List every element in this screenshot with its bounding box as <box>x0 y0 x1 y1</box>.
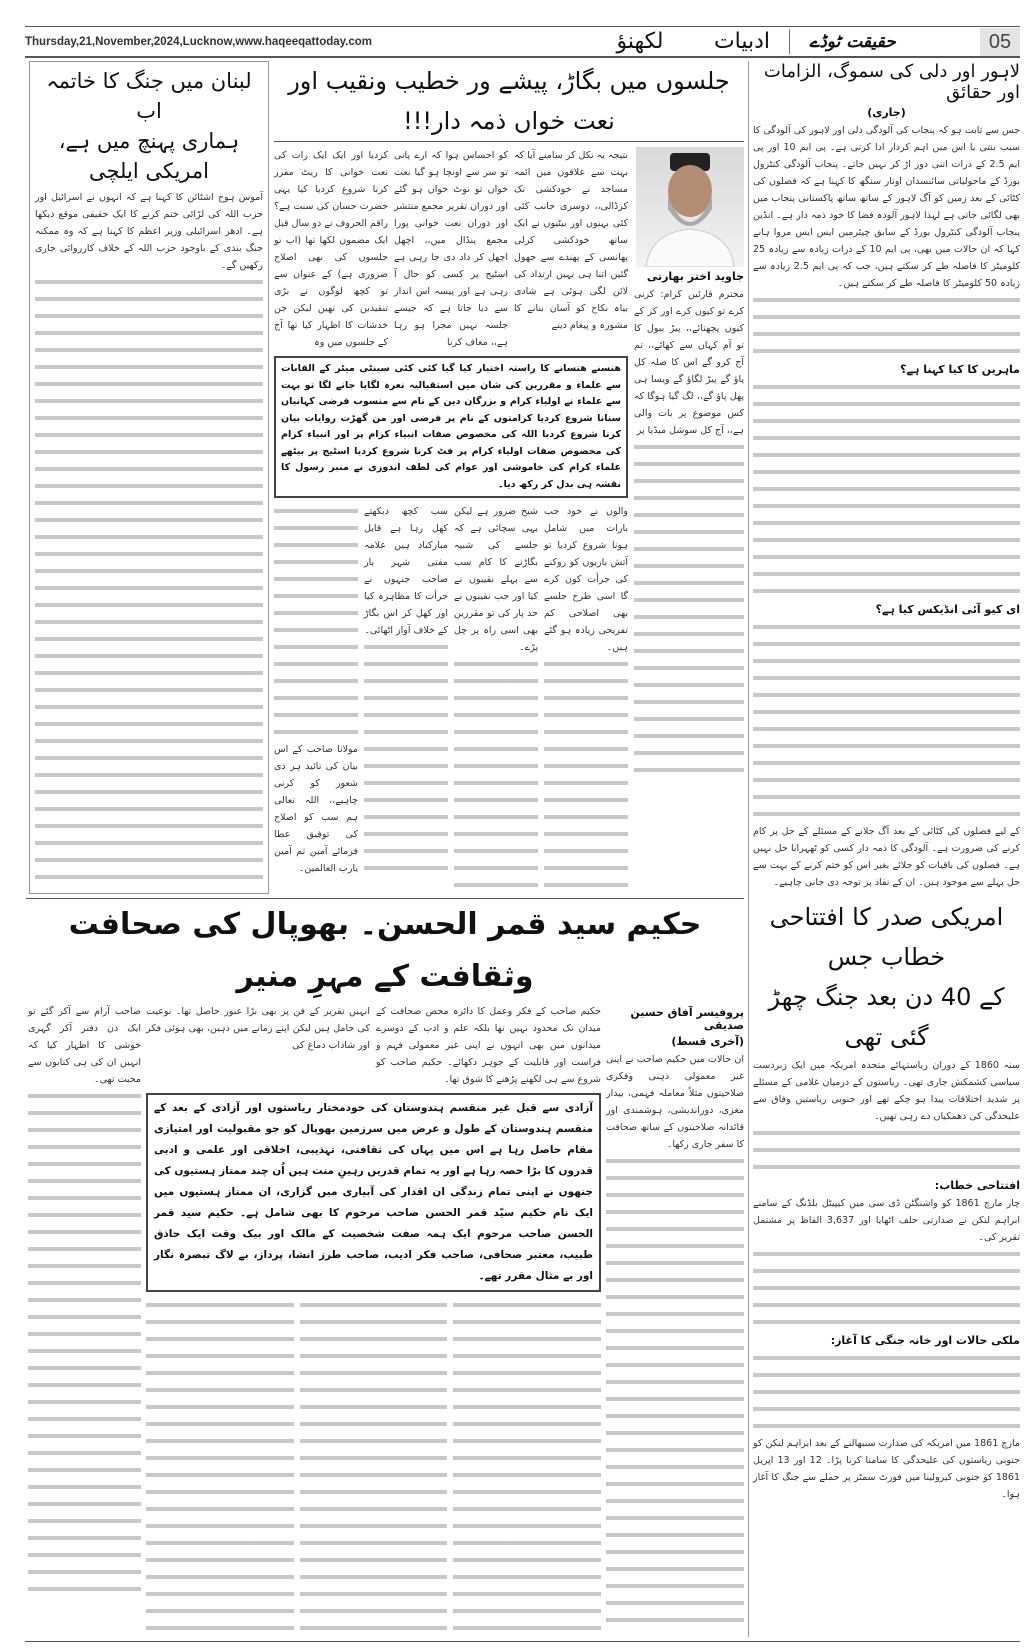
hakeem-col-3-text: انہیں تقریر کے فن پر بھی بڑا عبور حاصل تھا۔ نوعیت کی حامل ہیں لیکن اپنے زمانے میں ذہین، بھی ہوئی فکر اور شاداب دماغ کی <box>146 1006 370 1051</box>
hakeem-callout <box>146 1093 601 1292</box>
jalson-lower-columns <box>274 503 628 894</box>
lahore-subhead-aqi: ای کیو آئی انڈیکس کیا ہے؟ <box>875 603 1020 616</box>
right-column <box>748 61 1020 1637</box>
us-subhead-civil-war: ملکی حالات اور خانہ جنگی کا آغاز: <box>830 1334 1020 1347</box>
text-continued <box>606 1153 744 1629</box>
jalson-lower-text: والوں نے خود جب بارات میں شامل ہونا شروع کردیا تو آتش بازیوں کو روکنے کی جرأت کون کرے گا اسی طرح جلسے بھی اصلاحی کم تفریحی زیادہ ہو گئے ہیں۔ <box>544 506 628 653</box>
lahore-headline: لاہور اور دلی کی سموگ، الزامات اور حقائق <box>763 61 1020 103</box>
lebanon-body: آموس ہوخ اشٹائن کا کہنا ہے کہ انہوں نے اسرائیل اور حزب اللہ کی لڑائی ختم کرنے کا ایک حقیقی موقع دیکھا ہے۔ ادھر اسرائیلی وزیر اعظم کا کہنا ہے کہ وہ ممکنہ جنگ بندی کے باوجود حزب اللہ کے خلاف کارروائی جاری رکھیں گے۔ <box>35 192 263 271</box>
hakeem-col-5 <box>28 1003 141 1637</box>
text-continued <box>753 619 1020 823</box>
text-continued <box>300 1297 447 1637</box>
text-continued <box>753 379 1020 600</box>
text-continued <box>753 1246 1020 1331</box>
jalson-col-1: نتیجہ یہ نکل کر سامنے آیا کہ بہت سے علاقوں میں ائمہ مساجد نے خودکشی تک کرڈالی،، دوسری جانب کئی کئی بہنوں اور بیٹیوں نے ایک ساتھ خودکشی کرلی پھانسی کے پھندے سے جھول گئیں اتنا ہی نہیں ارتداد کی لائن لگی ہوئی ہے شادی بیاہ نکاح کو آسان بنانے کا مشورہ و پیغام دینے <box>514 150 628 331</box>
us-president-article <box>753 897 1020 1503</box>
jalson-lower-col-3 <box>364 503 448 894</box>
jalson-headline: جلسوں میں بگاڑ، پیشے ور خطیب ونقیب اور نعت خواں ذمہ دار!!! <box>274 61 744 142</box>
text-continued <box>274 503 358 741</box>
text-continued <box>28 1088 141 1598</box>
lahore-article <box>753 61 1020 891</box>
text-continued <box>753 1125 1020 1176</box>
dateline: Thursday,21,November,2024,Lucknow,www.haqeeqattoday.com <box>25 35 373 48</box>
jalson-lower-col-1 <box>544 503 628 894</box>
text-continued <box>454 656 538 894</box>
jalson-lower-text: سب کچھ دیکھتے کھل رہا ہے قابل مبارکباد ہیں علامہ مفتی شہر یار صاحب جنہوں نے جرأت کا مظاہرہ کیا اور کھل کر اس بگاڑ کے خلاف آواز اٹھائی۔ <box>364 506 448 636</box>
us-body-2: چار مارچ 1861 کو واشنگٹن ڈی سی میں کیپیٹل بلڈنگ کے سامنے ابراہم لنکن نے صدارتی حلف اٹھایا اور 3,637 الفاظ پر مشتمل تقریر کی۔ <box>753 1198 1020 1243</box>
author-photo <box>636 147 744 267</box>
jalson-intro-text: محترم قارئین کرام: کرنی کرے تو کیوں کرے اور کر کے کیوں پچھتائے،، پیڑ ببول کا تو آم کہاں سے کھائے،، تم آج کرو گے اس کا صلہ کل پاؤ گے پیڑ لگاؤ گے ویسا ہی پھل پاؤ گے،، لگ گیا ہوگا کہ کس موضوع پر بات والی ہے،، آج کل سوشل میڈیا پر <box>634 289 744 436</box>
lebanon-text-continued <box>35 274 263 886</box>
lebanon-headline-1: لبنان میں جنگ کا خاتمہ اب <box>46 69 252 123</box>
jalson-lower-text: مولانا صاحب کے اس بیان کی تائید ہر ذی شعور کو کرنی چاہیے،، اللہ تعالی ہم سب کو اصلاح کی توفیق عطا فرمائے آمین ثم آمین یارب العالمین۔ <box>274 744 358 874</box>
hakeem-col-4-text: صاحب آرام سے آکر گئے تو ایک دن دفتر آکر گہری خوشی کا اظہار کیا کہ انہیں ان کی ہی کتابوں سے محبت تھی۔ <box>28 1006 141 1085</box>
jalson-intro-continued <box>634 439 744 779</box>
hakeem-author: پروفیسر آفاق حسین صدیقی <box>630 1006 744 1032</box>
jalson-author: جاوید اختر بھارتی <box>646 270 744 283</box>
section-title: ادبیات <box>695 29 790 54</box>
jalson-lower-col-2 <box>454 503 538 894</box>
jalson-col-2: کو احساس ہوا کہ ارے پانی تو سر سے اونچا ہو گیا نعت خواں تو نوٹ خواں ہو گئے اور دوران تقریر مجمع منتشر اور دوران نعت خوانی پورا مجمع پنڈال میں،، اچھل اچھل کر داد دی جا رہی ہے اسٹیج پر کسی کو حال آ رہی ہے اور پیسہ اس انداز سے دیا جاتا ہے کہ جیسے جلسہ نہیں مجرا ہو رہا ہے،، معاف کرنا <box>394 150 508 348</box>
hakeem-col-1 <box>606 1003 744 1637</box>
lebanon-article <box>29 61 269 894</box>
jalson-main <box>274 147 628 894</box>
hakeem-callout-text: آزادی سے قبل غیر منقسم ہندوستان کی خودمختار ریاستوں اور آزادی کے بعد کے منقسم ہندوستان کے طول و عرض میں سرزمین بھوپال کو جو مقبولیت اور امتیازی مقام حاصل رہا ہے اس میں یہاں کی ثقافتی، تہذیبی، اخلاقی اور علمی و ادبی قدروں کا بڑا حصہ رہا ہے اور یہ تمام قدریں رہینِ منت ہیں اُن چند ممتاز ہستیوں کی جنھوں نے اپنی تمام زندگی ان اقدار کی آبیاری میں گزاری، ان ممتاز ہستیوں میں ایک نام حکیم سیّد قمر الحسن صاحب مرحوم کا بھی شامل ہے۔ حکیم سید قمر الحسن صاحب مرحوم ایک ہمہ صفت شخصیت کے مالک اور بیک وقت ایک حاذق طبیب، معتبر صحافی، صاحب فکر ادیب، صاحب طرز انشا، پرداز، بے لاگ تبصرہ نگار اور بے مثال مقرر تھے۔ <box>154 1102 593 1282</box>
text-continued <box>364 639 448 877</box>
left-region <box>26 61 744 1637</box>
masthead <box>25 26 1020 58</box>
us-subhead-speech: افتتاحی خطاب: <box>934 1179 1020 1192</box>
text-continued <box>146 1297 294 1637</box>
jalson-top-columns <box>274 147 628 351</box>
hakeem-article <box>26 898 744 1637</box>
page-number: 05 <box>980 28 1020 56</box>
text-continued <box>453 1297 601 1637</box>
page-body <box>25 61 1020 1637</box>
city-title: لکھنؤ <box>616 29 664 54</box>
jalson-col-3: کردیا اور ایک ایک رات کی نعت خوانی کا ریٹ مقرر کرنا شروع کردیا کیا یہی حضرت حسان کی سنت ہے؟ راقم الحروف نے دو سال قبل ایک مضمون لکھا تھا (اب تو جلسوں کی بھی اصلاح ضروری ہے) کے عنوان سے تو کچھ لوگوں نے بڑی تنقیدیں کی تھیں لیکن جن خدشات کا اظہار کیا تھا آج کے جلسوں میں وہ <box>274 150 388 348</box>
hakeem-middle <box>146 1003 601 1637</box>
top-section <box>26 61 744 894</box>
hakeem-headline: حکیم سید قمر الحسن۔ بھوپال کی صحافت وثقافت کے مہرِ منیر <box>68 907 702 994</box>
hakeem-installment: (آخری قسط) <box>671 1035 744 1048</box>
author-portrait-icon <box>636 147 744 267</box>
jalson-lower-text: شیخ ضرور ہے لیکن یہی سچائی ہے کہ جلسے کی شبیہ بگاڑنے کا کام سب سے پہلے نقیبوں نے کیا اور جب نقیبوں نے حد پار کی تو مقررین بھی اسی راہ پر چل پڑے۔ <box>454 506 538 653</box>
lahore-status: (جاری) <box>867 106 906 119</box>
text-continued <box>753 292 1020 360</box>
newspaper-logo: حقیقت ٹوڈے <box>809 32 896 52</box>
hakeem-body <box>26 1003 744 1637</box>
hakeem-lower-columns <box>146 1297 601 1637</box>
us-headline-1: امریکی صدر کا افتتاحی خطاب جس <box>769 903 1004 971</box>
us-headline-2: کے 40 دن بعد جنگ چھڑ گئی تھی <box>768 983 1005 1051</box>
bottom-rule <box>25 1641 1020 1642</box>
text-continued <box>753 1350 1020 1435</box>
lebanon-headline-2: ہماری پہنچ میں ہے، امریکی ایلچی <box>58 129 240 183</box>
lahore-subhead-experts: ماہرین کا کیا کہنا ہے؟ <box>900 363 1020 376</box>
lahore-end: کے لیے فصلوں کی کٹائی کے بعد آگ جلانے کے مسئلے کے حل پر کام کرنے کی ضرورت ہے۔ آلودگی کا ذمہ دار کسی کو ٹھہرانا حل نہیں ہے۔ فصلوں کی باقیات کو جلائے بغیر اس کو ختم کرنے کے بہت سے حل پہلے سے موجود ہیں۔ ان کے نفاذ پر توجہ دی جانی چاہیے۔ <box>753 826 1020 888</box>
jalson-callout <box>274 356 628 498</box>
text-continued <box>544 656 628 894</box>
jalson-body <box>274 147 744 894</box>
jalson-callout-text: ھنسنے ھنسانے کا راستہ اختیار کیا گیا کئی کئی سینٹی میٹر کے القابات سے علماء و مقررین کی شان میں استقبالیہ نعرہ لگایا جانے لگا تو بہت سے علماء نے اولیاء کرام و بزرگان دین کے نام سے منسوب فرضی کہانیاں سنانا شروع کردیا کرامتوں کے نام پر فرضی اور من گھڑت روایات بیان کرنا شروع کردیا اللہ کی مخصوص صفات انبیاء کرام پر اور انبیاء کرام کی مخصوص صفات اولیاء کرام پر فٹ کرنا شروع کردیا اسٹیج پر بیٹھے علماء کرام کی خاموشی اور عوام کی لطف اندوزی نے منبر رسول کا نقشہ ہی بدل کر رکھ دیا۔ <box>281 363 621 490</box>
jalson-side-column <box>634 147 744 894</box>
hakeem-col-1-text: ان حالات میں حکیم صاحب نے اپنی غیر معمولی ذہنی وفکری صلاحیتوں مثلاً معاملہ فہمی، بیدار مغزی، دوراندیشی، ہوشمندی اور قائدانہ صلاحیتوں کے ساتھ صحافت کا سفر جاری رکھا۔ <box>606 1054 744 1150</box>
jalson-lower-col-4 <box>274 503 358 894</box>
us-body-3: مارچ 1861 میں امریکہ کی صدارت سنبھالنے کے بعد ابراہم لنکن کو جنوبی ریاستوں کی علیحدگی کا سامنا کرنا پڑا۔ 12 اور 13 اپریل 1861 کو جنوبی کیرولینا میں فورٹ سمٹر پر حملے سے جنگ کا آغاز ہوا۔ <box>753 1438 1021 1500</box>
us-body: سنہ 1860 کے دوران ریاستہائے متحدہ امریکہ میں ایک زبردست سیاسی کشمکش جاری تھی۔ ریاستوں کے درمیان غلامی کے مسئلے پر شدید اختلافات پیدا ہو چکے تھے اور جنوبی ریاستیں وفاق سے علیحدگی کی دھمکیاں دے رہی تھیں۔ <box>753 1060 1020 1122</box>
hakeem-col-2-text: حکیم صاحب کے فکر وعمل کا دائرہ محض صحافت کے میدان تک محدود نہیں تھا بلکہ علم و ادب کے دوسرے میدانوں میں بھی انہوں نے اپنی غیر معمولی فہم و فراست اور قابلیت کے جوہر دکھائے۔ حکیم صاحب کو شروع سے ہی لکھنے پڑھنے کا شوق تھا۔ <box>376 1006 601 1085</box>
hakeem-top-strip <box>146 1003 601 1088</box>
lahore-body: جس سے ثابت ہو کہ پنجاب کی آلودگی دلی اور لاہور کی آلودگی کا سبب بنتی یا اس میں اہم کردار ادا کرتی ہے۔ پی ایم 10 اور پی ایم 2.5 کے ذرات اتنی دور اڑ کر نہیں جاتے۔ پنجاب آلودگی کنٹرول بورڈ کے ماحولیاتی سائنسدان اوتار سنگھ کا کہنا ہے کہ فصلوں کی کٹائی کے بعد زمین کو آگ لاہور کے ساتھ ساتھ پاکستانی پنجاب میں بھی لگائی جاتی ہے لہذا لاہور آلودہ فضا کا خود ذمہ دار ہے۔ انڈین پنجاب آلودگی کنٹرول بورڈ کے سابق چیئرمین ایس ایس مروا ہانے کہا کہ ان حالات میں بھی، پی ایم 10 کے ذرات زیادہ سے زیادہ 25 کلومیٹر کا فاصلہ طے کر سکتے ہیں، جب کہ پی ایم 2.5 زیادہ سے زیادہ 50 کلومیٹر کا فاصلہ طے کر سکتے ہیں۔ <box>753 125 1021 289</box>
jalson-article <box>274 61 744 894</box>
